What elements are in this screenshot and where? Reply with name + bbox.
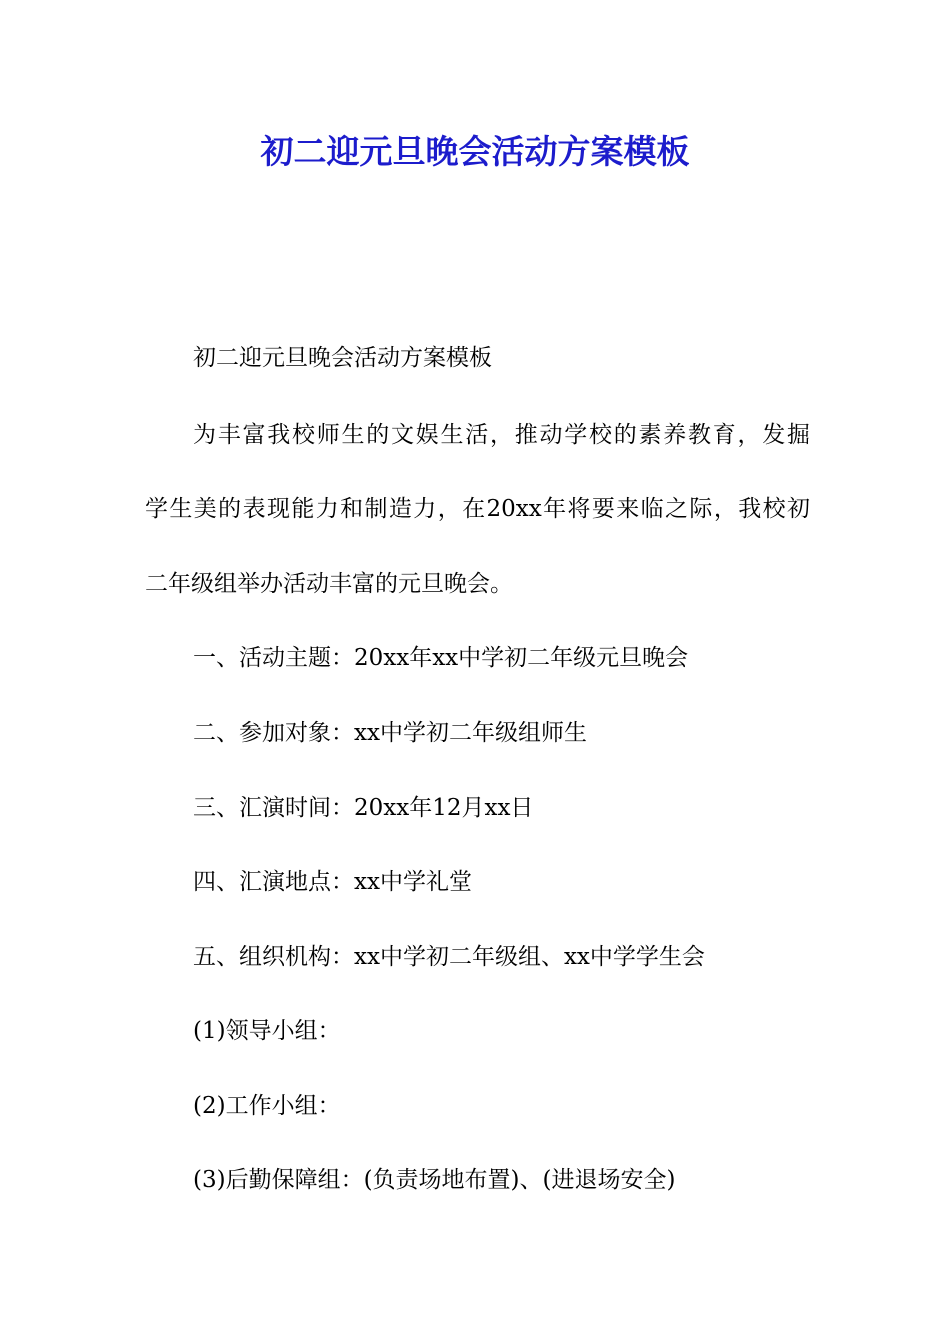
list-item-theme: 一、活动主题：20xx年xx中学初二年级元旦晚会	[193, 645, 689, 671]
list-item-time: 三、汇演时间：20xx年12月xx日	[193, 795, 534, 821]
document-title: 初二迎元旦晚会活动方案模板	[260, 132, 690, 171]
intro-line-1: 为丰富我校师生的文娱生活，推动学校的素养教育，发掘	[193, 422, 810, 448]
list-item-leadership-group: (1)领导小组：	[193, 1018, 341, 1044]
document-subtitle: 初二迎元旦晚会活动方案模板	[193, 345, 492, 371]
list-item-location: 四、汇演地点：xx中学礼堂	[193, 869, 472, 895]
list-item-work-group: (2)工作小组：	[193, 1093, 341, 1119]
list-item-organization: 五、组织机构：xx中学初二年级组、xx中学学生会	[193, 944, 705, 970]
list-item-participants: 二、参加对象：xx中学初二年级组师生	[193, 720, 587, 746]
intro-line-2: 学生美的表现能力和制造力，在20xx年将要来临之际，我校初	[145, 496, 810, 522]
list-item-logistics-group: (3)后勤保障组：(负责场地布置)、(进退场安全)	[193, 1167, 676, 1193]
intro-line-3: 二年级组举办活动丰富的元旦晚会。	[145, 571, 513, 597]
